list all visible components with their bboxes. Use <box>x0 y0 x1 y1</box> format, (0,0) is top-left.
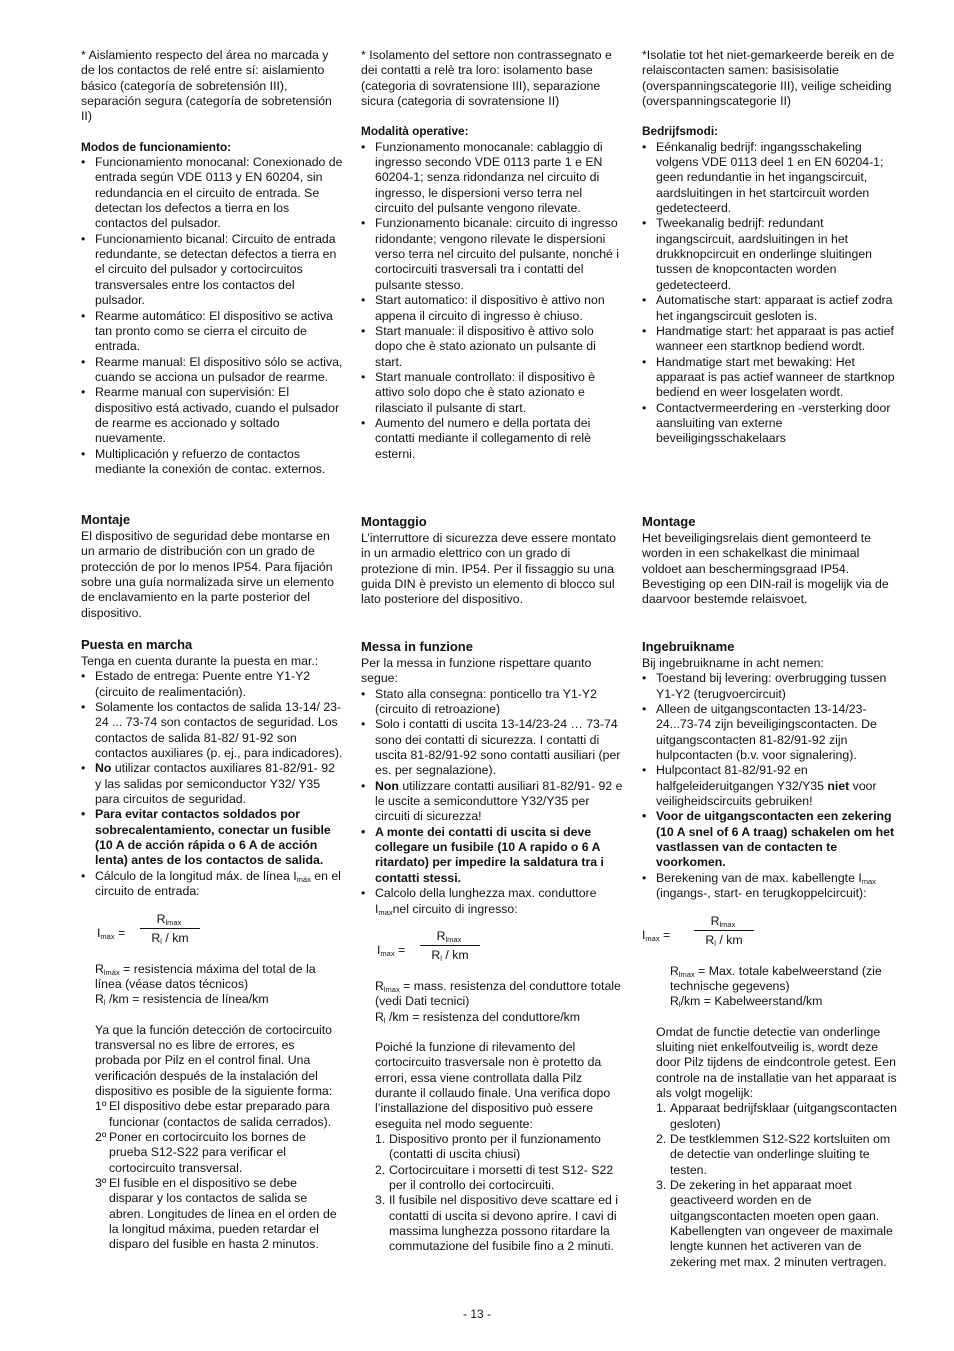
list-item-text: voor veiligheidscircuits gebruiken! <box>656 778 877 809</box>
list-item <box>81 869 343 900</box>
list-item: • Contactvermeerdering en -versterking door aansluiting van externe beveiligingsschakelaars <box>642 401 900 447</box>
list-item-text: Cálculo de la longitud máx. de línea I <box>95 868 297 883</box>
insulation-note: *Isolatie tot het niet-gemarkeerde bereik en de relaiscontacten samen: basisisolatie (overspanningscategorie III), veilige scheiding (overspanningscategorie II) <box>642 48 895 109</box>
legend-text: /km = resistencia de línea/km <box>105 992 269 1007</box>
subscript: l <box>678 1000 681 1010</box>
list-item-text: (ingangs-, start- en terugkoppelcircuit): <box>656 886 867 901</box>
list-item: • Tweekanalig bedrijf: redundant ingangscircuit, aardsluitingen in het drukknopcircuit en onderlinge sluitingen tussen de knopcontacten worden gedetecteerd. <box>642 216 900 293</box>
list-item: • Aumento del numero e della portata dei contatti mediante il collegamento di relè esterni. <box>361 416 623 462</box>
step-text: Poner en cortocircuito los bornes de prueba S12-S22 para verificar el cortocircuito transversal. <box>109 1129 306 1175</box>
legend-text: = resistencia máxima del total de la línea (véase datos técnicos) <box>95 961 316 991</box>
cable-length-formula <box>642 914 900 960</box>
list-item <box>361 886 623 917</box>
list-item-text: Hulpcontact 81-82/91-92 en halfgeleideruitgangen Y32/Y35 <box>656 763 828 793</box>
list-item-text: Calcolo della lunghezza max. conduttore I <box>375 886 597 916</box>
legend-text: /km = resistenza del conduttore/km <box>385 1009 581 1024</box>
symbol: R <box>95 992 104 1007</box>
list-item <box>375 1193 623 1254</box>
mounting-title: Montaje <box>81 512 131 527</box>
equals: = <box>114 925 126 940</box>
list-item-warning: • Para evitar contactos soldados por sobrecalentamiento, conectar un fusible (10 A de acción rápida o 6 A de acción lenta) antes de los contactos de salida. <box>81 807 343 868</box>
subscript: l <box>440 954 442 964</box>
commissioning-list <box>642 671 900 901</box>
list-item <box>95 1099 343 1130</box>
insulation-note: * Isolamento del settore non contrassegnato e dei contatti a relè tra loro: isolamento base (categoria di sovratensione III), separazione sicura (categoria di sovratensione II) <box>361 48 612 109</box>
symbol: I <box>642 927 646 942</box>
list-item: • Rearme automático: El dispositivo se activa tan pronto como se cierra el circuito de entrada. <box>81 309 343 355</box>
list-item: • Funcionamiento monocanal: Conexionado de entrada según VDE 0113 y EN 60204, sin redundancia en el circuito de entrada. Se detectan los defectos a tierra en los contactos del pulsador. <box>81 155 343 232</box>
legend-line <box>375 979 623 1010</box>
denominator <box>140 929 200 946</box>
legend-line <box>375 1010 623 1025</box>
section-operating-modes <box>81 48 343 477</box>
subscript: max <box>100 931 115 941</box>
subscript: l <box>383 1015 386 1025</box>
list-item: • Stato alla consegna: ponticello tra Y1-Y2 (circuito di retroazione) <box>361 687 623 718</box>
subscript: lmax <box>678 969 695 979</box>
section-mounting <box>81 512 343 621</box>
step-text: Cortocircuitare i morsetti di test S12- S22 per il controllo dei cortocircuiti. <box>389 1162 614 1192</box>
formula-fraction <box>694 914 754 949</box>
subscript: l <box>103 998 106 1008</box>
list-item: • Alleen de uitgangscontacten 13-14/23- 24...73-74 zijn beveiligingscontacten. De uitgangscontacten 81-82/91-92 zijn hulpcontacten (b.v. voor signalering). <box>642 702 900 763</box>
modes-list <box>642 140 900 447</box>
symbol: R <box>156 911 166 926</box>
modes-title: Bedrijfsmodi: <box>642 124 719 139</box>
step-text: Il fusibile nel dispositivo deve scattare ed i contatti di uscita si devono aprire. I cavi di massima lunghezza possono ritardare la commutazione del fusibile fino a 2 minuti. <box>389 1193 618 1254</box>
subscript: max <box>645 933 660 943</box>
commissioning-intro: Per la messa in funzione rispettare quanto segue: <box>361 656 592 686</box>
symbol: R <box>151 930 161 945</box>
section-mounting <box>642 514 900 608</box>
page-number: - 13 - <box>462 1307 491 1321</box>
subscript: lmax <box>719 919 736 929</box>
denominator <box>694 931 754 948</box>
section-commissioning <box>642 639 900 1270</box>
list-item: • Start automatico: il dispositivo è attivo non appena il circuito di ingresso è chiuso. <box>361 293 623 324</box>
legend-line <box>95 962 343 993</box>
formula-lhs <box>377 943 405 958</box>
subscript: lmax <box>165 917 182 927</box>
formula-legend <box>361 979 623 1255</box>
list-item-text: en el circuito de entrada: <box>95 868 341 899</box>
commissioning-list <box>361 687 623 917</box>
numerator <box>694 914 754 931</box>
step-text: De zekering in het apparaat moet geactiveerd worden en de uitgangscontacten moeten open gaan. Kabellengten van ongeveer de maximale lengte kunnen het activeren van de zekering met max. 2 minuten vertragen. <box>670 1177 893 1269</box>
list-item: • Estado de entrega: Puente entre Y1-Y2 (circuito de realimentación). <box>81 669 343 700</box>
cable-length-formula <box>377 929 623 975</box>
commissioning-list <box>81 669 343 899</box>
list-item-text: utilizar contactos auxiliares 81-82/91- 92 y las salidas por semiconductor Y32/ Y35 para circuitos de seguridad. <box>95 761 335 807</box>
formula-fraction <box>140 912 200 947</box>
symbol: R <box>705 932 715 947</box>
legend-text: = mass. resistenza del conduttore totale (vedi Dati tecnici) <box>375 978 621 1009</box>
modes-title: Modos de funcionamiento: <box>81 139 232 154</box>
equals: = <box>394 942 406 957</box>
equals: = <box>659 927 671 942</box>
insulation-note: * Aislamiento respecto del área no marcada y de los contactos de relé entre sí: aislamiento básico (categoría de sobretensión III), separación segura (categoría de sobretensión II) <box>81 48 332 124</box>
modes-list <box>81 155 343 477</box>
formula-lhs <box>97 926 125 941</box>
denominator <box>420 946 480 963</box>
list-item: • Toestand bij levering: overbrugging tussen Y1-Y2 (terugvoercircuit) <box>642 671 900 702</box>
emphasis: niet <box>827 778 850 793</box>
list-item-text: nel circuito di ingresso: <box>392 901 518 916</box>
commissioning-intro: Bij ingebruikname in acht nemen: <box>642 656 824 670</box>
unit: / km <box>161 930 189 945</box>
legend-text: /km = Kabelweerstand/km <box>680 994 823 1009</box>
symbol: R <box>670 994 679 1009</box>
section-commissioning <box>361 639 623 1255</box>
unit: / km <box>441 948 469 963</box>
crossfault-block <box>642 1010 900 1271</box>
symbol: I <box>97 925 101 940</box>
modes-title: Modalità operative: <box>361 124 469 139</box>
symbol: R <box>431 948 441 963</box>
list-item <box>81 761 343 807</box>
list-item: • Rearme manual con supervisión: El dispositivo está activado, cuando el pulsador de rearme es accionado y soltado nuevamente. <box>81 385 343 446</box>
commissioning-intro: Tenga en cuenta durante la puesta en mar.: <box>81 654 319 668</box>
modes-list <box>361 140 623 462</box>
subscript: l <box>714 938 716 948</box>
step-text: El fusible en el dispositivo se debe disparar y los contactos de salida se abren. Longitudes de línea en el orden de la longitud máxima, pueden retardar el disparo del fusible en hasta 2 minutos. <box>109 1175 337 1252</box>
numerator <box>420 929 480 946</box>
subscript: max <box>378 907 393 917</box>
section-operating-modes <box>642 48 900 447</box>
list-item-text: Berekening van de max. kabellengte I <box>656 870 862 885</box>
list-item: • Funzionamento monocanale: cablaggio di ingresso secondo VDE 0113 parte 1 e EN 60204-1; senza ridondanza nel circuito di ingresso, le dispersioni verso terra nel circuito del pulsante vengono rilevate. <box>361 140 623 217</box>
list-item: • Multiplicación y refuerzo de contactos mediante la conexión de contac. externos. <box>81 447 343 478</box>
formula-legend <box>81 962 343 1253</box>
crossfault-text: Ya que la función detección de cortocircuito transversal no es libre de errores, es probada por Pilz en el control final. Una verificación después de la instalación del dispositivo es posible de la siguiente forma: <box>95 1022 333 1098</box>
list-item: • Handmatige start: het apparaat is pas actief wanneer een startknop bediend wordt. <box>642 324 900 355</box>
mounting-text: Het beveiligingsrelais dient gemonteerd te worden in een schakelkast die minimaal voldoet aan beschermingsgraad IP54. Bevestiging op een DIN-rail is mogelijk via de daarvoor bestemde relaisvoet. <box>642 531 889 607</box>
mounting-text: El dispositivo de seguridad debe montarse en un armario de distribución con un grado de protección de por lo menos IP54. Para fijación sobre una guía normalizada sirve un elemento de enclavamiento en la parte posterior del dispositivo. <box>81 529 334 620</box>
legend-text: = Max. totale kabelweerstand (zie technische gegevens) <box>670 963 882 993</box>
list-item: • Start manuale: il dispositivo è attivo solo dopo che è stato azionato un pulsante di start. <box>361 324 623 370</box>
list-item: • Funcionamiento bicanal: Circuito de entrada redundante, se detectan defectos a tierra en el circuito del pulsador y cortocircuitos transversales entre los contactos del pulsador. <box>81 232 343 309</box>
list-item-warning: • A monte dei contatti di uscita si deve collegare un fusibile (10 A rapido o 6 A ritardato) per impedire la saldatura tra i contatti stessi. <box>361 825 623 886</box>
step-text: De testklemmen S12-S22 kortsluiten om de detectie van onderlinge sluiting te testen. <box>670 1131 891 1177</box>
section-operating-modes <box>361 48 623 462</box>
commissioning-title: Puesta en marcha <box>81 637 193 652</box>
mounting-title: Montage <box>642 514 696 529</box>
test-steps <box>656 1101 900 1270</box>
list-item-warning: • Voor de uitgangscontacten een zekering (10 A snel of 6 A traag) schakelen om het vastlassen van de contacten te voorkomen. <box>642 809 900 870</box>
list-item <box>375 1132 623 1163</box>
list-item: • Handmatige start met bewaking: Het apparaat is pas actief wanneer de startknop bediend en weer losgelaten wordt. <box>642 355 900 401</box>
symbol: R <box>95 961 104 976</box>
step-text: Apparaat bedrijfsklaar (uitgangscontacten gesloten) <box>670 1101 897 1131</box>
step-text: Dispositivo pronto per il funzionamento (contatti di uscita chiusi) <box>389 1131 601 1162</box>
list-item <box>375 1163 623 1194</box>
list-item <box>642 763 900 809</box>
list-item <box>656 1101 900 1132</box>
test-steps <box>95 1099 343 1252</box>
list-item <box>656 1178 900 1270</box>
numerator <box>140 912 200 929</box>
mounting-text: L’interruttore di sicurezza deve essere montato in un armadio elettrico con un grado di protezione di min. IP54. Per il fissaggio su una guida DIN è previsto un elemento di blocco sul lato posteriore del dispositivo. <box>361 531 616 607</box>
emphasis: No <box>95 761 112 776</box>
unit: / km <box>715 932 743 947</box>
list-item: • Automatische start: apparaat is actief zodra het ingangscircuit gesloten is. <box>642 293 900 324</box>
list-item: • Funzionamento bicanale: circuito di ingresso ridondante; vengono rilevate le dispersioni verso terra nel circuito del pulsante, nonché i cortocircuiti trasversali tra i contatti del pulsante stesso. <box>361 216 623 293</box>
subscript: lmáx <box>103 967 120 977</box>
subscript: lmax <box>383 984 400 994</box>
step-text: El dispositivo debe estar preparado para funcionar (contactos de salida cerrados). <box>109 1099 332 1129</box>
crossfault-text: Omdat de functie detectie van onderlinge sluiting niet enkelfoutveilig is, wordt deze door Pilz tijdens de eindcontrole getest. Een controle na de installatie van het apparaat is als volgt mogelijk: <box>656 1024 897 1100</box>
commissioning-title: Ingebruikname <box>642 639 735 654</box>
subscript: l <box>160 936 162 946</box>
list-item <box>361 779 623 825</box>
subscript: lmax <box>445 934 462 944</box>
list-item <box>95 1130 343 1176</box>
section-mounting <box>361 514 623 608</box>
list-item: • Start manuale controllato: il dispositivo è attivo solo dopo che è stato azionato e rilasciato il pulsante di start. <box>361 370 623 416</box>
formula-legend <box>642 964 900 1010</box>
cable-length-formula <box>97 912 343 958</box>
mounting-title: Montaggio <box>361 514 427 529</box>
symbol: I <box>377 942 381 957</box>
legend-line <box>670 994 900 1009</box>
formula-fraction <box>420 929 480 964</box>
list-item: • Rearme manual: El dispositivo sólo se activa, cuando se acciona un pulsador de rearme. <box>81 355 343 386</box>
list-item <box>642 871 900 902</box>
list-item: • Eénkanalig bedrijf: ingangsschakeling volgens VDE 0113 deel 1 en EN 60204-1; geen redundantie in het ingangscircuit, aardsluitingen in het startcircuit worden gedetecteerd. <box>642 140 900 217</box>
test-steps <box>375 1132 623 1255</box>
symbol: R <box>436 928 446 943</box>
list-item <box>656 1132 900 1178</box>
symbol: R <box>375 978 384 993</box>
symbol: R <box>670 963 679 978</box>
list-item: • Solamente los contactos de salida 13-14/ 23-24 ... 73-74 son contactos de seguridad. Los contactos de salida 81-82/ 91-92 son contactos auxiliares (p. ej., para indicadores). <box>81 700 343 761</box>
legend-line <box>670 964 900 995</box>
section-commissioning <box>81 637 343 1253</box>
emphasis: Non <box>375 778 399 793</box>
formula-lhs <box>642 928 670 943</box>
legend-line <box>95 992 343 1007</box>
subscript: max <box>380 948 395 958</box>
list-item: • Solo i contatti di uscita 13-14/23-24 … 73-74 sono dei contatti di sicurezza. I contatti di uscita 81-82/91-92 sono contatti ausiliari (per es. per segnalazione). <box>361 717 623 778</box>
subscript: max <box>861 876 876 886</box>
subscript: máx <box>296 874 311 884</box>
commissioning-title: Messa in funzione <box>361 639 473 654</box>
list-item <box>95 1176 343 1253</box>
symbol: R <box>375 1009 384 1024</box>
crossfault-text: Poiché la funzione di rilevamento del cortocircuito trasversale non è protetto da errori, essa viene controllata dalla Pilz durante il collaudo finale. Una verifica dopo l’installazione del dispositivo può essere eseguita nel modo seguente: <box>375 1039 611 1131</box>
list-item-text: utilizzare contatti ausiliari 81-82/91- 92 e le uscite a semiconduttore Y32/Y35 per circuiti di sicurezza! <box>375 778 623 824</box>
symbol: R <box>710 913 720 928</box>
